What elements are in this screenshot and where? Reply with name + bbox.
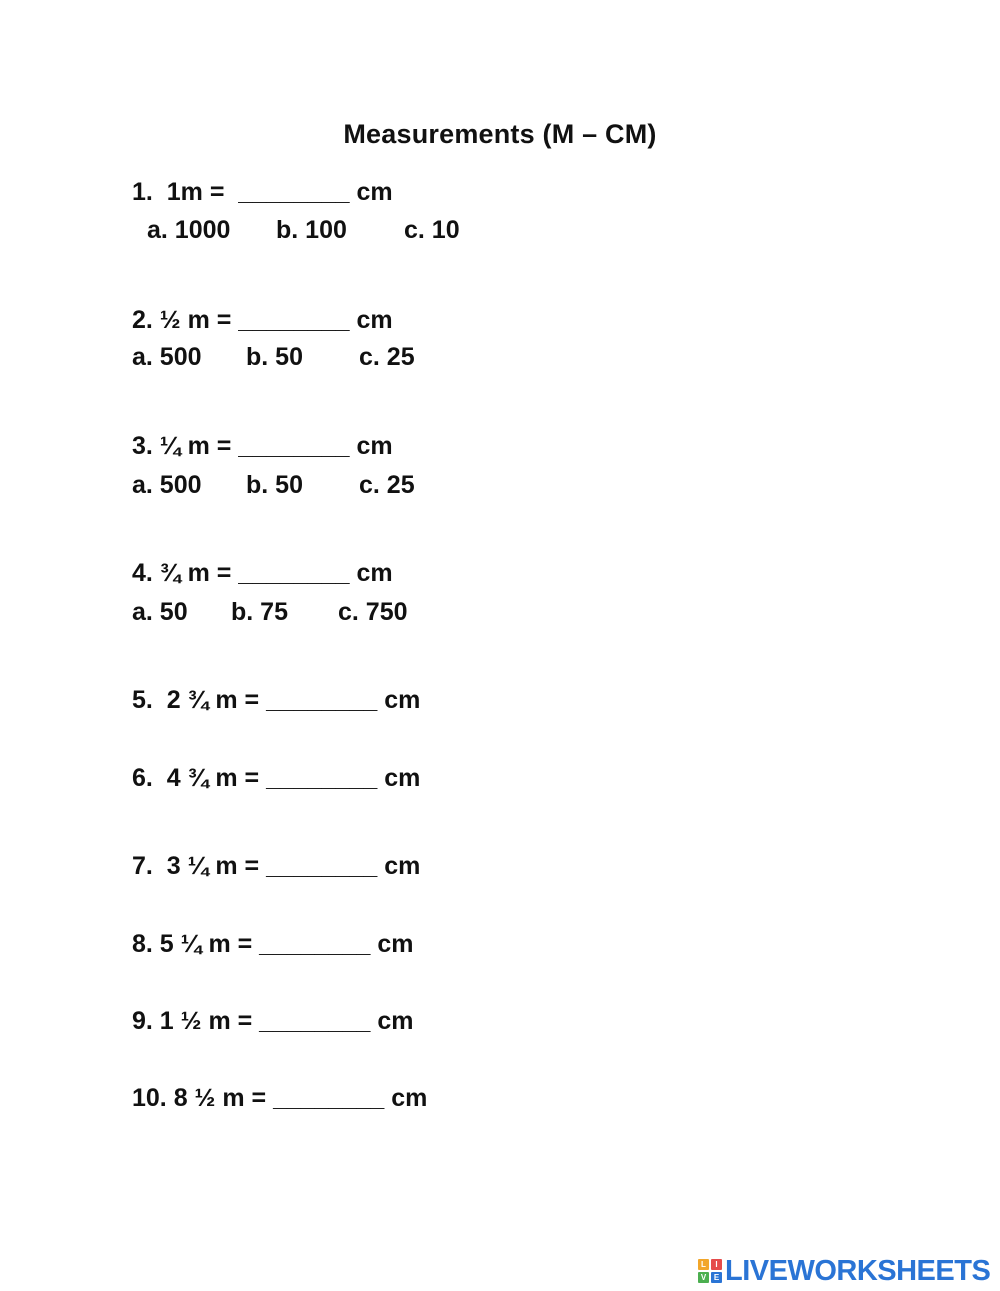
logo-block-e: E xyxy=(711,1272,722,1283)
question-10: 10. 8 ½ m = ________ cm xyxy=(132,1084,428,1112)
question-5: 5. 2 ¾ m = ________ cm xyxy=(132,686,421,714)
question-2: 2. ½ m = ________ cm xyxy=(132,306,393,334)
question-1: 1. 1m = ________ cm xyxy=(132,178,393,206)
question-1-option-c: c. 10 xyxy=(404,216,460,244)
question-2-option-a: a. 500 xyxy=(132,343,202,371)
question-7: 7. 3 ¼ m = ________ cm xyxy=(132,852,421,880)
question-3: 3. ¼ m = ________ cm xyxy=(132,432,393,460)
question-2-option-c: c. 25 xyxy=(359,343,415,371)
question-6: 6. 4 ¾ m = ________ cm xyxy=(132,764,421,792)
liveworksheets-logo xyxy=(698,1254,990,1288)
logo-text: LIVEWORKSHEETS xyxy=(725,1254,991,1287)
question-4-option-a: a. 50 xyxy=(132,598,188,626)
question-3-option-b: b. 50 xyxy=(246,471,303,499)
question-9: 9. 1 ½ m = ________ cm xyxy=(132,1007,414,1035)
logo-blocks-icon xyxy=(698,1259,722,1283)
question-3-option-c: c. 25 xyxy=(359,471,415,499)
question-8: 8. 5 ¼ m = ________ cm xyxy=(132,930,414,958)
question-4: 4. ¾ m = ________ cm xyxy=(132,559,393,587)
logo-block-l: L xyxy=(698,1259,709,1270)
question-4-option-b: b. 75 xyxy=(231,598,288,626)
question-1-option-a: a. 1000 xyxy=(147,216,231,244)
question-3-option-a: a. 500 xyxy=(132,471,202,499)
logo-block-v: V xyxy=(698,1272,709,1283)
question-4-option-c: c. 750 xyxy=(338,598,408,626)
page-title: Measurements (M – CM) xyxy=(343,119,657,149)
question-1-option-b: b. 100 xyxy=(276,216,347,244)
question-2-option-b: b. 50 xyxy=(246,343,303,371)
logo-block-i: I xyxy=(711,1259,722,1270)
